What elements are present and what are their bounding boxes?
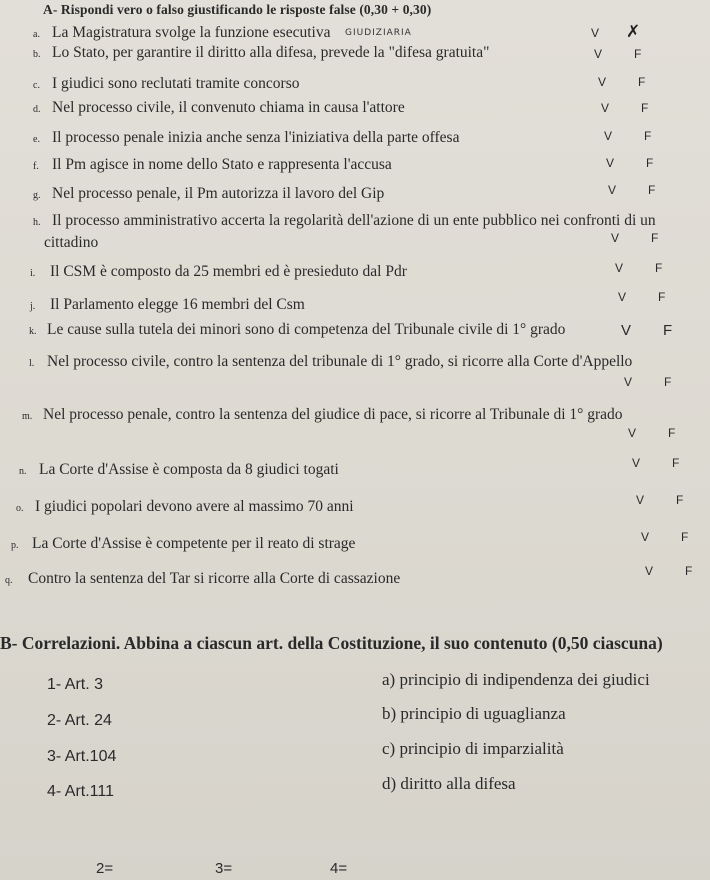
false-option[interactable]: F <box>638 75 646 89</box>
question-letter: b. <box>33 49 41 60</box>
principle-b: b) principio di uguaglianza <box>382 704 566 723</box>
false-option[interactable]: F <box>641 101 649 115</box>
true-false-options[interactable] <box>624 375 671 389</box>
true-option[interactable]: V <box>598 75 607 89</box>
false-option[interactable]: F <box>681 530 689 544</box>
section-a-title: A- Rispondi vero o falso giustificando le risposte false (0,30 + 0,30) <box>43 2 432 17</box>
false-option[interactable]: F <box>658 290 666 304</box>
true-false-options[interactable] <box>628 426 675 440</box>
question-letter: k. <box>29 326 37 337</box>
question-text: Contro la sentenza del Tar si ricorre alla Corte di cassazione <box>28 570 401 587</box>
false-option[interactable]: F <box>663 322 673 339</box>
false-option[interactable]: F <box>646 156 654 170</box>
question-text: Il CSM è composto da 25 membri ed è presieduto dal Pdr <box>50 263 407 280</box>
answer-4[interactable]: 4= <box>330 860 348 877</box>
false-option[interactable]: F <box>664 375 672 389</box>
question-text: Nel processo penale, contro la sentenza del giudice di pace, si ricorre al Tribunale di 1° grado <box>43 406 623 423</box>
true-option[interactable]: V <box>594 47 603 61</box>
question-letter: l. <box>29 358 35 369</box>
question-letter: h. <box>33 217 41 228</box>
article-1: 1- Art. 3 <box>47 676 104 693</box>
true-option[interactable]: V <box>604 129 613 143</box>
question-letter: d. <box>33 104 41 115</box>
true-option[interactable]: V <box>645 564 654 578</box>
true-option[interactable]: V <box>606 156 615 170</box>
false-option[interactable]: F <box>648 183 656 197</box>
true-false-options[interactable] <box>606 156 653 170</box>
false-option[interactable]: F <box>651 231 659 245</box>
true-option[interactable]: V <box>618 290 627 304</box>
false-option[interactable]: F <box>676 493 684 507</box>
question-text: I giudici sono reclutati tramite concorso <box>52 75 300 92</box>
question-text: Nel processo penale, il Pm autorizza il lavoro del Gip <box>52 185 385 202</box>
false-option[interactable]: F <box>685 564 693 578</box>
handwritten-correction: GIUDIZIARIA <box>345 28 412 38</box>
principle-c: c) principio di imparzialità <box>382 739 564 758</box>
answer-2[interactable]: 2= <box>96 860 114 877</box>
true-false-options[interactable] <box>636 493 683 507</box>
true-option[interactable]: V <box>621 322 632 339</box>
question-text-continued: cittadino <box>44 234 99 251</box>
true-false-options[interactable] <box>604 129 651 143</box>
true-option[interactable]: V <box>611 231 620 245</box>
question-text: Il Pm agisce in nome dello Stato e rappresenta l'accusa <box>52 156 392 173</box>
question-text: I giudici popolari devono avere al massimo 70 anni <box>35 498 354 515</box>
question-letter: j. <box>30 301 36 312</box>
question-text: La Corte d'Assise è composta da 8 giudici togati <box>39 461 339 478</box>
question-letter: n. <box>19 466 27 477</box>
question-text: Lo Stato, per garantire il diritto alla difesa, prevede la "difesa gratuita" <box>52 44 490 61</box>
answer-3[interactable]: 3= <box>215 860 233 877</box>
true-option[interactable]: V <box>608 183 617 197</box>
true-option[interactable]: V <box>601 101 610 115</box>
question-text: La Corte d'Assise è competente per il reato di strage <box>32 535 356 552</box>
principle-d: d) diritto alla difesa <box>382 774 516 793</box>
false-option[interactable]: F <box>644 129 652 143</box>
false-option[interactable]: F <box>634 47 642 61</box>
question-text: Il processo penale inizia anche senza l'iniziativa della parte offesa <box>52 129 460 146</box>
question-letter: c. <box>33 80 40 91</box>
question-text: La Magistratura svolge la funzione esecutiva <box>52 24 331 41</box>
true-option[interactable]: V <box>628 426 637 440</box>
question-text: Le cause sulla tutela dei minori sono di competenza del Tribunale civile di 1° grado <box>47 321 566 338</box>
article-4: 4- Art.111 <box>47 783 114 800</box>
true-false-options[interactable] <box>608 183 655 197</box>
true-false-options[interactable] <box>621 322 672 339</box>
question-letter: a. <box>33 29 40 40</box>
false-option[interactable]: F <box>668 426 676 440</box>
true-option[interactable]: V <box>615 261 624 275</box>
question-letter: e. <box>33 134 40 145</box>
question-letter: m. <box>22 411 33 422</box>
true-false-options[interactable] <box>645 564 692 578</box>
question-text: Il processo amministrativo accerta la regolarità dell'azione di un ente pubblico nei confronti di un <box>52 212 656 229</box>
article-3: 3- Art.104 <box>47 748 117 765</box>
question-text: Il Parlamento elegge 16 membri del Csm <box>50 296 305 313</box>
question-letter: f. <box>33 161 39 172</box>
principle-a: a) principio di indipendenza dei giudici <box>382 670 650 689</box>
true-false-options[interactable] <box>601 101 648 115</box>
true-option[interactable]: V <box>641 530 650 544</box>
true-false-options[interactable] <box>615 261 662 275</box>
question-letter: i. <box>30 268 36 279</box>
true-option[interactable]: V <box>636 493 645 507</box>
true-false-options[interactable] <box>618 290 665 304</box>
true-false-options[interactable] <box>641 530 688 544</box>
question-letter: o. <box>16 503 24 514</box>
article-2: 2- Art. 24 <box>47 712 112 729</box>
section-b-title: B- Correlazioni. Abbina a ciascun art. della Costituzione, il suo contenuto (0,50 ciascuna) <box>0 633 663 653</box>
question-text: Nel processo civile, contro la sentenza del tribunale di 1° grado, si ricorre alla Corte d'Appello <box>47 353 633 370</box>
true-option[interactable]: V <box>591 26 600 40</box>
true-false-options[interactable] <box>598 75 645 89</box>
question-letter: q. <box>5 575 13 586</box>
false-option[interactable]: F <box>672 456 680 470</box>
true-false-options[interactable] <box>611 231 658 245</box>
crossed-false-option[interactable]: ✗ <box>626 22 641 42</box>
true-option[interactable]: V <box>632 456 641 470</box>
question-letter: g. <box>33 190 41 201</box>
true-false-options[interactable] <box>591 26 599 40</box>
true-false-options[interactable] <box>594 47 641 61</box>
true-false-options[interactable] <box>632 456 679 470</box>
true-option[interactable]: V <box>624 375 633 389</box>
false-option[interactable]: F <box>655 261 663 275</box>
question-text: Nel processo civile, il convenuto chiama in causa l'attore <box>52 99 405 116</box>
question-letter: p. <box>11 540 19 551</box>
